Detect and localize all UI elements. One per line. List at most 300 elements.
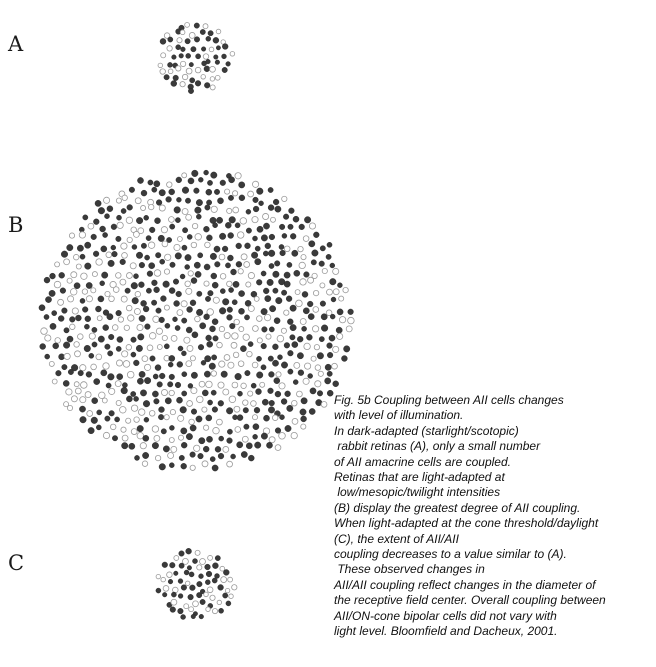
coupled-cell-dot xyxy=(180,274,185,279)
uncoupled-cell-dot xyxy=(186,214,192,220)
coupled-cell-dot xyxy=(186,548,192,554)
coupled-cell-dot xyxy=(129,443,135,449)
coupled-cell-dot xyxy=(290,233,296,239)
coupled-cell-dot xyxy=(238,308,244,314)
uncoupled-cell-dot xyxy=(161,53,166,58)
coupled-cell-dot xyxy=(166,197,172,203)
uncoupled-cell-dot xyxy=(124,325,129,330)
uncoupled-cell-dot xyxy=(112,325,118,331)
coupled-cell-dot xyxy=(273,288,278,293)
coupled-cell-dot xyxy=(78,370,84,376)
coupled-cell-dot xyxy=(274,261,280,267)
uncoupled-cell-dot xyxy=(187,345,193,351)
uncoupled-cell-dot xyxy=(96,354,102,360)
coupled-cell-dot xyxy=(103,232,108,237)
uncoupled-cell-dot xyxy=(67,405,72,410)
coupled-cell-dot xyxy=(287,405,293,411)
uncoupled-cell-dot xyxy=(126,273,132,279)
uncoupled-cell-dot xyxy=(193,601,199,607)
coupled-cell-dot xyxy=(226,62,231,67)
uncoupled-cell-dot xyxy=(238,361,244,367)
coupled-cell-dot xyxy=(273,199,279,205)
coupled-cell-dot xyxy=(190,452,196,458)
coupled-cell-dot xyxy=(104,214,109,219)
coupled-cell-dot xyxy=(261,365,266,370)
uncoupled-cell-dot xyxy=(126,217,132,223)
coupled-cell-dot xyxy=(222,44,228,50)
uncoupled-cell-dot xyxy=(282,196,287,201)
coupled-cell-dot xyxy=(179,551,185,557)
coupled-cell-dot xyxy=(199,574,204,579)
coupled-cell-dot xyxy=(63,380,69,386)
coupled-cell-dot xyxy=(152,187,157,192)
coupled-cell-dot xyxy=(176,197,181,202)
coupled-cell-dot xyxy=(107,206,113,212)
uncoupled-cell-dot xyxy=(248,305,254,311)
coupled-cell-dot xyxy=(125,288,130,293)
coupled-cell-dot xyxy=(159,464,166,471)
coupled-cell-dot xyxy=(282,233,287,238)
uncoupled-cell-dot xyxy=(309,223,315,229)
coupled-cell-dot xyxy=(317,353,324,360)
uncoupled-cell-dot xyxy=(168,452,174,458)
uncoupled-cell-dot xyxy=(131,405,137,411)
uncoupled-cell-dot xyxy=(49,361,54,366)
uncoupled-cell-dot xyxy=(219,254,225,260)
coupled-cell-dot xyxy=(220,180,226,186)
coupled-cell-dot xyxy=(275,428,281,434)
coupled-cell-dot xyxy=(269,327,274,332)
coupled-cell-dot xyxy=(211,273,217,279)
uncoupled-cell-dot xyxy=(185,581,189,585)
coupled-cell-dot xyxy=(121,442,127,448)
coupled-cell-dot xyxy=(229,216,236,223)
uncoupled-cell-dot xyxy=(191,242,197,248)
coupled-cell-dot xyxy=(348,309,354,315)
coupled-cell-dot xyxy=(213,336,219,342)
uncoupled-cell-dot xyxy=(116,360,122,366)
uncoupled-cell-dot xyxy=(195,234,202,241)
uncoupled-cell-dot xyxy=(92,272,97,277)
coupled-cell-dot xyxy=(122,383,127,388)
uncoupled-cell-dot xyxy=(217,342,223,348)
coupled-cell-dot xyxy=(228,195,233,200)
coupled-cell-dot xyxy=(160,38,166,44)
coupled-cell-dot xyxy=(245,370,251,376)
coupled-cell-dot xyxy=(210,253,217,260)
coupled-cell-dot xyxy=(232,415,237,420)
coupled-cell-dot xyxy=(263,223,269,229)
coupled-cell-dot xyxy=(154,287,160,293)
coupled-cell-dot xyxy=(313,232,319,238)
coupled-cell-dot xyxy=(206,59,211,64)
uncoupled-cell-dot xyxy=(227,461,233,467)
coupled-cell-dot xyxy=(176,397,182,403)
coupled-cell-dot xyxy=(220,289,225,294)
coupled-cell-dot xyxy=(236,243,242,249)
uncoupled-cell-dot xyxy=(266,334,271,339)
coupled-cell-dot xyxy=(290,335,295,340)
figure-caption xyxy=(334,393,652,640)
uncoupled-cell-dot xyxy=(292,400,298,406)
uncoupled-cell-dot xyxy=(171,599,177,605)
uncoupled-cell-dot xyxy=(346,326,352,332)
coupled-cell-dot xyxy=(132,244,137,249)
uncoupled-cell-dot xyxy=(284,246,290,252)
uncoupled-cell-dot xyxy=(187,401,193,407)
uncoupled-cell-dot xyxy=(69,233,74,238)
uncoupled-cell-dot xyxy=(162,241,168,247)
coupled-cell-dot xyxy=(120,259,126,265)
uncoupled-cell-dot xyxy=(204,592,209,597)
coupled-cell-dot xyxy=(304,217,311,224)
coupled-cell-dot xyxy=(292,342,298,348)
coupled-cell-dot xyxy=(182,372,187,377)
uncoupled-cell-dot xyxy=(135,291,141,297)
coupled-cell-dot xyxy=(206,36,211,41)
coupled-cell-dot xyxy=(194,23,199,28)
uncoupled-cell-dot xyxy=(229,594,234,599)
coupled-cell-dot xyxy=(108,334,114,340)
uncoupled-cell-dot xyxy=(192,223,197,228)
coupled-cell-dot xyxy=(246,228,251,233)
coupled-cell-dot xyxy=(121,387,128,394)
uncoupled-cell-dot xyxy=(217,600,221,604)
uncoupled-cell-dot xyxy=(348,317,355,324)
coupled-cell-dot xyxy=(198,177,203,182)
coupled-cell-dot xyxy=(297,353,303,359)
coupled-cell-dot xyxy=(281,290,286,295)
coupled-cell-dot xyxy=(154,399,160,405)
uncoupled-cell-dot xyxy=(294,362,300,368)
coupled-cell-dot xyxy=(202,390,208,396)
coupled-cell-dot xyxy=(77,245,83,251)
uncoupled-cell-dot xyxy=(72,308,78,314)
coupled-cell-dot xyxy=(215,555,220,560)
coupled-cell-dot xyxy=(63,342,70,349)
uncoupled-cell-dot xyxy=(257,338,262,343)
coupled-cell-dot xyxy=(106,383,111,388)
coupled-cell-dot xyxy=(131,282,138,289)
coupled-cell-dot xyxy=(159,407,165,413)
coupled-cell-dot xyxy=(218,584,224,590)
uncoupled-cell-dot xyxy=(232,585,237,590)
coupled-cell-dot xyxy=(58,316,64,322)
uncoupled-cell-dot xyxy=(228,362,234,368)
coupled-cell-dot xyxy=(167,382,172,387)
uncoupled-cell-dot xyxy=(96,259,103,266)
coupled-cell-dot xyxy=(198,253,203,258)
coupled-cell-dot xyxy=(182,187,189,194)
coupled-cell-dot xyxy=(209,326,215,332)
uncoupled-cell-dot xyxy=(216,419,222,425)
coupled-cell-dot xyxy=(290,305,296,311)
coupled-cell-dot xyxy=(61,251,68,258)
coupled-cell-dot xyxy=(241,451,247,457)
uncoupled-cell-dot xyxy=(71,272,77,278)
uncoupled-cell-dot xyxy=(156,328,162,334)
uncoupled-cell-dot xyxy=(320,283,325,288)
uncoupled-cell-dot xyxy=(161,389,167,395)
coupled-cell-dot xyxy=(285,425,291,431)
coupled-cell-dot xyxy=(79,406,85,412)
coupled-cell-dot xyxy=(160,296,166,302)
coupled-cell-dot xyxy=(256,356,261,361)
coupled-cell-dot xyxy=(95,200,101,206)
uncoupled-cell-dot xyxy=(256,316,262,322)
uncoupled-cell-dot xyxy=(70,324,76,330)
uncoupled-cell-dot xyxy=(134,417,140,423)
coupled-cell-dot xyxy=(143,435,149,441)
coupled-cell-dot xyxy=(237,415,243,421)
coupled-cell-dot xyxy=(223,593,228,598)
uncoupled-cell-dot xyxy=(321,402,327,408)
coupled-cell-dot xyxy=(195,271,201,277)
coupled-cell-dot xyxy=(186,53,191,58)
coupled-cell-dot xyxy=(134,396,139,401)
uncoupled-cell-dot xyxy=(180,61,185,66)
coupled-cell-dot xyxy=(330,263,335,268)
uncoupled-cell-dot xyxy=(301,424,306,429)
coupled-cell-dot xyxy=(196,592,201,597)
uncoupled-cell-dot xyxy=(55,262,60,267)
coupled-cell-dot xyxy=(215,262,221,268)
uncoupled-cell-dot xyxy=(241,254,247,260)
coupled-cell-dot xyxy=(280,250,286,256)
coupled-cell-dot xyxy=(252,236,257,241)
coupled-cell-dot xyxy=(151,300,156,305)
uncoupled-cell-dot xyxy=(121,427,126,432)
uncoupled-cell-dot xyxy=(182,74,187,79)
coupled-cell-dot xyxy=(341,356,347,362)
coupled-cell-dot xyxy=(331,297,336,302)
coupled-cell-dot xyxy=(203,226,209,232)
uncoupled-cell-dot xyxy=(300,279,306,285)
coupled-cell-dot xyxy=(187,307,193,313)
coupled-cell-dot xyxy=(116,215,121,220)
coupled-cell-dot xyxy=(211,355,216,360)
coupled-cell-dot xyxy=(204,314,210,320)
uncoupled-cell-dot xyxy=(176,66,181,71)
coupled-cell-dot xyxy=(163,446,169,452)
coupled-cell-dot xyxy=(248,455,254,461)
coupled-cell-dot xyxy=(227,307,233,313)
coupled-cell-dot xyxy=(255,259,261,265)
uncoupled-cell-dot xyxy=(206,381,213,388)
uncoupled-cell-dot xyxy=(203,54,209,60)
coupled-cell-dot xyxy=(45,354,50,359)
coupled-cell-dot xyxy=(100,281,105,286)
panel-label-b: B xyxy=(8,213,24,237)
coupled-cell-dot xyxy=(98,207,105,214)
coupled-cell-dot xyxy=(174,571,179,576)
coupled-cell-dot xyxy=(308,374,313,379)
uncoupled-cell-dot xyxy=(41,328,48,335)
uncoupled-cell-dot xyxy=(54,281,61,288)
uncoupled-cell-dot xyxy=(244,262,250,268)
coupled-cell-dot xyxy=(227,438,233,444)
uncoupled-cell-dot xyxy=(182,208,188,214)
uncoupled-cell-dot xyxy=(254,296,259,301)
uncoupled-cell-dot xyxy=(188,271,193,276)
uncoupled-cell-dot xyxy=(68,296,74,302)
coupled-cell-dot xyxy=(179,53,184,58)
coupled-cell-dot xyxy=(293,380,298,385)
coupled-cell-dot xyxy=(67,336,73,342)
uncoupled-cell-dot xyxy=(208,555,213,560)
coupled-cell-dot xyxy=(101,370,107,376)
panel-label-a: A xyxy=(8,32,24,56)
coupled-cell-dot xyxy=(233,281,239,287)
coupled-cell-dot xyxy=(269,306,275,312)
coupled-cell-dot xyxy=(217,198,223,204)
uncoupled-cell-dot xyxy=(219,361,225,367)
coupled-cell-dot xyxy=(59,272,65,278)
uncoupled-cell-dot xyxy=(109,296,115,302)
uncoupled-cell-dot xyxy=(156,574,160,578)
uncoupled-cell-dot xyxy=(224,333,230,339)
uncoupled-cell-dot xyxy=(144,364,150,370)
coupled-cell-dot xyxy=(257,226,263,232)
coupled-cell-dot xyxy=(279,415,284,420)
coupled-cell-dot xyxy=(181,585,187,591)
coupled-cell-dot xyxy=(111,245,116,250)
coupled-cell-dot xyxy=(150,356,155,361)
coupled-cell-dot xyxy=(219,608,224,613)
uncoupled-cell-dot xyxy=(116,273,122,279)
uncoupled-cell-dot xyxy=(213,297,219,303)
uncoupled-cell-dot xyxy=(213,427,220,434)
uncoupled-cell-dot xyxy=(164,269,169,274)
uncoupled-cell-dot xyxy=(197,565,202,570)
coupled-cell-dot xyxy=(281,362,287,368)
uncoupled-cell-dot xyxy=(169,217,175,223)
coupled-cell-dot xyxy=(311,260,316,265)
coupled-cell-dot xyxy=(269,372,275,378)
coupled-cell-dot xyxy=(161,429,166,434)
coupled-cell-dot xyxy=(333,381,339,387)
uncoupled-cell-dot xyxy=(186,68,192,74)
coupled-cell-dot xyxy=(275,391,281,397)
coupled-cell-dot xyxy=(145,324,151,330)
coupled-cell-dot xyxy=(206,571,212,577)
uncoupled-cell-dot xyxy=(240,218,247,225)
uncoupled-cell-dot xyxy=(134,308,140,314)
uncoupled-cell-dot xyxy=(142,356,148,362)
uncoupled-cell-dot xyxy=(148,242,154,248)
uncoupled-cell-dot xyxy=(138,409,145,416)
caption-line: When light-adapted at the cone threshold/daylight xyxy=(334,516,599,531)
coupled-cell-dot xyxy=(121,208,126,213)
uncoupled-cell-dot xyxy=(206,607,210,611)
coupled-cell-dot xyxy=(222,246,228,252)
coupled-cell-dot xyxy=(181,463,187,469)
coupled-cell-dot xyxy=(240,346,246,352)
coupled-cell-dot xyxy=(235,373,242,380)
coupled-cell-dot xyxy=(222,54,227,59)
coupled-cell-dot xyxy=(325,364,331,370)
coupled-cell-dot xyxy=(92,398,98,404)
coupled-cell-dot xyxy=(138,282,144,288)
coupled-cell-dot xyxy=(191,47,196,52)
coupled-cell-dot xyxy=(136,345,142,351)
uncoupled-cell-dot xyxy=(122,195,127,200)
coupled-cell-dot xyxy=(274,378,280,384)
coupled-cell-dot xyxy=(204,264,210,270)
coupled-cell-dot xyxy=(212,563,218,569)
coupled-cell-dot xyxy=(229,177,235,183)
coupled-cell-dot xyxy=(53,343,59,349)
uncoupled-cell-dot xyxy=(74,342,80,348)
coupled-cell-dot xyxy=(279,224,285,230)
coupled-cell-dot xyxy=(284,281,290,287)
uncoupled-cell-dot xyxy=(73,254,78,259)
coupled-cell-dot xyxy=(186,433,192,439)
coupled-cell-dot xyxy=(91,417,98,424)
uncoupled-cell-dot xyxy=(71,396,77,402)
uncoupled-cell-dot xyxy=(75,351,81,357)
uncoupled-cell-dot xyxy=(284,310,289,315)
coupled-cell-dot xyxy=(259,201,264,206)
uncoupled-cell-dot xyxy=(52,379,57,384)
uncoupled-cell-dot xyxy=(298,246,303,251)
coupled-cell-dot xyxy=(287,319,293,325)
coupled-cell-dot xyxy=(154,218,160,224)
uncoupled-cell-dot xyxy=(126,418,131,423)
uncoupled-cell-dot xyxy=(155,455,160,460)
coupled-cell-dot xyxy=(162,562,168,568)
uncoupled-cell-dot xyxy=(231,342,237,348)
coupled-cell-dot xyxy=(284,272,290,278)
coupled-cell-dot xyxy=(343,346,349,352)
uncoupled-cell-dot xyxy=(106,252,112,258)
uncoupled-cell-dot xyxy=(137,324,143,330)
uncoupled-cell-dot xyxy=(127,371,134,378)
coupled-cell-dot xyxy=(268,250,275,257)
uncoupled-cell-dot xyxy=(223,446,229,452)
uncoupled-cell-dot xyxy=(197,396,204,403)
coupled-cell-dot xyxy=(283,214,289,220)
uncoupled-cell-dot xyxy=(81,273,87,279)
coupled-cell-dot xyxy=(227,255,233,261)
uncoupled-cell-dot xyxy=(279,383,285,389)
uncoupled-cell-dot xyxy=(322,268,327,273)
uncoupled-cell-dot xyxy=(252,181,258,187)
coupled-cell-dot xyxy=(223,569,229,575)
coupled-cell-dot xyxy=(155,365,161,371)
coupled-cell-dot xyxy=(200,599,205,604)
coupled-cell-dot xyxy=(336,327,342,333)
coupled-cell-dot xyxy=(178,579,183,584)
coupled-cell-dot xyxy=(299,224,305,230)
coupled-cell-dot xyxy=(277,355,282,360)
coupled-cell-dot xyxy=(219,307,226,314)
caption-line: with level of illumination. xyxy=(334,408,464,423)
caption-line: (C), the extent of AII/AII xyxy=(334,531,459,546)
coupled-cell-dot xyxy=(101,246,107,252)
coupled-cell-dot xyxy=(268,187,273,192)
uncoupled-cell-dot xyxy=(304,343,310,349)
uncoupled-cell-dot xyxy=(311,356,316,361)
coupled-cell-dot xyxy=(210,457,215,462)
coupled-cell-dot xyxy=(319,261,325,267)
coupled-cells-cluster-a xyxy=(155,22,235,94)
coupled-cell-dot xyxy=(96,425,101,430)
uncoupled-cell-dot xyxy=(121,243,127,249)
coupled-cell-dot xyxy=(148,180,153,185)
coupled-cell-dot xyxy=(92,342,97,347)
coupled-cell-dot xyxy=(287,262,292,267)
